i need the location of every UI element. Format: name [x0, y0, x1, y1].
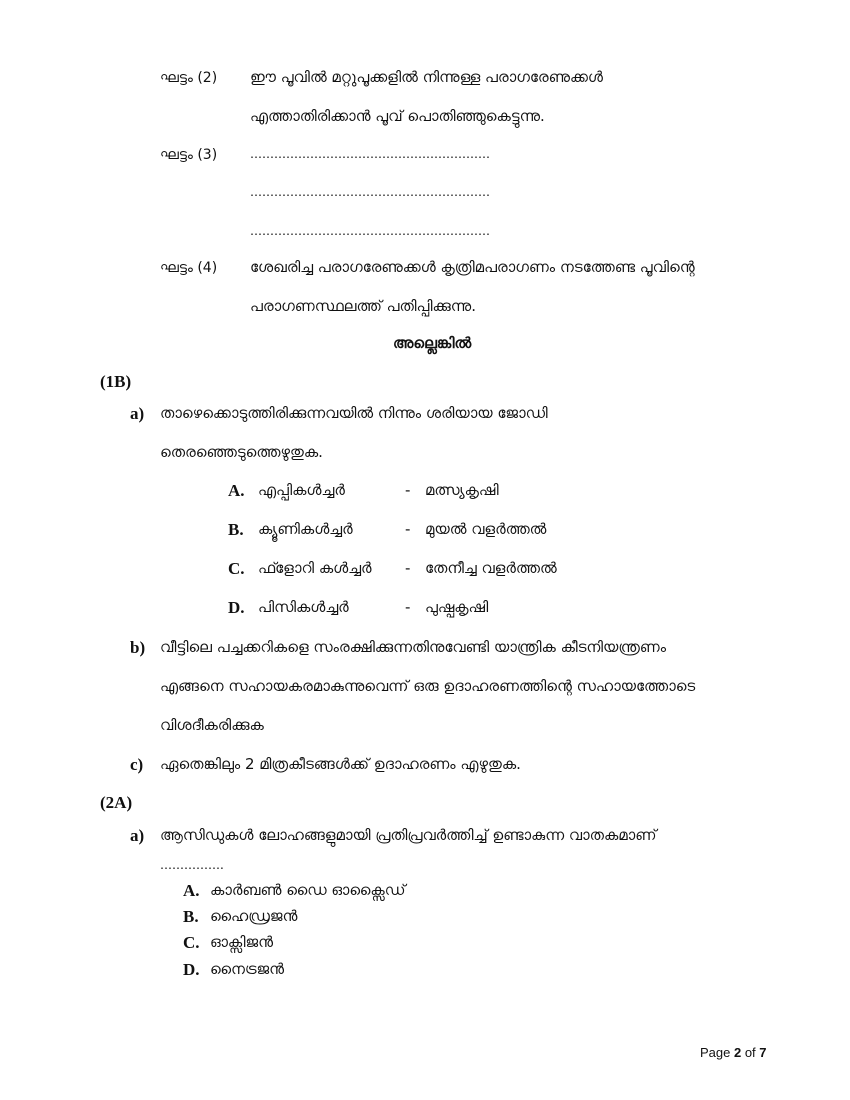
option-d-text: നൈട്രജൻ [210, 960, 285, 978]
q2a-a-blank: ……………. [160, 858, 224, 872]
page-current: 2 [733, 1045, 742, 1060]
q1b-a-line-1: താഴെക്കൊടുത്തിരിക്കുന്നവയിൽ നിന്നും ശരിയായ ജോഡി [160, 404, 548, 422]
page-total: 7 [759, 1045, 767, 1060]
q2a-a-line-1: ആസിഡുകൾ ലോഹങ്ങളുമായി പ്രതിപ്രവർത്തിച്ച് ഉണ്ടാകുന്ന വാതകമാണ് [160, 826, 657, 844]
step-2-line-1: ഈ പൂവിൽ മറ്റുപൂക്കളിൽ നിന്നുള്ള പരാഗരേണുക്കൾ [250, 68, 603, 86]
q1b-a-marker: a) [130, 404, 145, 423]
q1b-b-line-2: എങ്ങനെ സഹായകരമാകുന്നുവെന്ന് ഒരു ഉദാഹരണത്തിന്റെ സഹായത്തോടെ [160, 677, 696, 695]
question-1b-number: (1B) [100, 372, 132, 391]
pair-b-dash: - [405, 520, 411, 538]
step-3-label: ഘട്ടം (3) [160, 147, 218, 163]
pair-b-left: ക്യൂണികൾച്ചർ [258, 520, 353, 538]
step-3-blank-2: …………………………………………………… [250, 185, 490, 199]
or-heading: അല്ലെങ്കിൽ [393, 334, 472, 352]
pair-c-letter: C. [228, 559, 245, 578]
option-a-letter: A. [183, 881, 200, 900]
q1b-a-line-2: തെരഞ്ഞെടുത്തെഴുതുക. [160, 443, 323, 461]
option-a-text: കാർബൺ ഡൈ ഓക്സൈഡ് [210, 881, 406, 899]
q2a-a-marker: a) [130, 826, 145, 845]
pair-c-right: തേനീച്ച വളർത്തൽ [425, 559, 557, 577]
q1b-c-marker: c) [130, 755, 144, 774]
question-2a-number: (2A) [100, 793, 133, 812]
option-b-text: ഹൈഡ്രജൻ [210, 907, 298, 925]
pair-c-dash: - [405, 559, 411, 577]
pair-c-left: ഫ്ളോറി കൾച്ചർ [258, 559, 372, 577]
pair-b-right: മുയൽ വളർത്തൽ [425, 520, 547, 538]
page-middle: of [741, 1045, 760, 1060]
q1b-b-line-3: വിശദീകരിക്കുക [160, 716, 264, 734]
pair-d-right: പുഷ്പകൃഷി [425, 598, 489, 616]
step-2-label: ഘട്ടം (2) [160, 70, 218, 86]
step-4-line-2: പരാഗണസ്ഥലത്ത് പതിപ്പിക്കുന്നു. [250, 297, 476, 315]
page-number [700, 1045, 767, 1060]
page-prefix: Page [700, 1045, 734, 1060]
pair-a-left: എപ്പികൾച്ചർ [258, 481, 345, 499]
step-3-blank-1: …………………………………………………… [250, 147, 490, 161]
step-4-line-1: ശേഖരിച്ച പരാഗരേണുക്കൾ കൃത്രിമപരാഗണം നടത്തേണ്ട പൂവിന്റെ [250, 258, 695, 276]
option-b-letter: B. [183, 907, 199, 926]
option-c-letter: C. [183, 933, 200, 952]
pair-d-left: പിസികൾച്ചർ [258, 598, 349, 616]
pair-a-right: മത്സ്യകൃഷി [425, 481, 499, 499]
pair-d-letter: D. [228, 598, 245, 617]
pair-b-letter: B. [228, 520, 244, 539]
step-3-blank-3: …………………………………………………… [250, 224, 490, 238]
option-d-letter: D. [183, 960, 200, 979]
q1b-c-line-1: ഏതെങ്കിലും 2 മിത്രകീടങ്ങൾക്ക് ഉദാഹരണം എഴുതുക. [160, 755, 521, 773]
option-c-text: ഓക്സിജൻ [210, 933, 274, 951]
pair-a-dash: - [405, 481, 411, 499]
step-2-line-2: എത്താതിരിക്കാൻ പൂവ് പൊതിഞ്ഞുകെട്ടുന്നു. [250, 107, 545, 125]
pair-d-dash: - [405, 598, 411, 616]
q1b-b-marker: b) [130, 638, 146, 657]
q1b-b-line-1: വീട്ടിലെ പച്ചക്കറികളെ സംരക്ഷിക്കുന്നതിനുവേണ്ടി യാന്ത്രിക കീടനിയന്ത്രണം [160, 638, 666, 656]
step-4-label: ഘട്ടം (4) [160, 260, 218, 276]
pair-a-letter: A. [228, 481, 245, 500]
